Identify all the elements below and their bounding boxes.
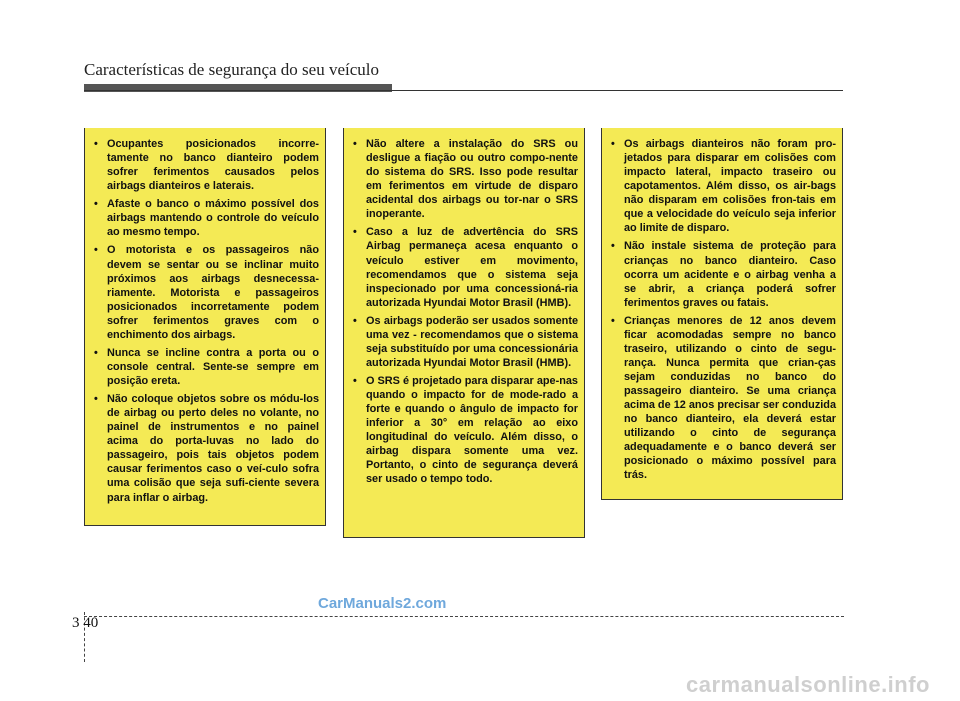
list-item: • O SRS é projetado para disparar ape-nas quando o impacto for de mode-rado a forte e quando o ângulo de impacto for inferior a 30° em relação ao eixo longitudinal do veículo. Além disso, o airbag dispara somente uma vez. Portanto, o cinto de segurança deverá ser usado o tempo todo.	[350, 374, 578, 487]
list-item: • Afaste o banco o máximo possível dos airbags mantendo o controle do veículo ao mesmo tempo.	[91, 197, 319, 239]
list-item: • O motorista e os passageiros não devem se sentar ou se inclinar muito próximos aos airbags desnecessa-riamente. Motorista e passageiros posicionados incorretamente podem sofrer ferimentos graves com o enchimento dos airbags.	[91, 243, 319, 341]
list-item: • Caso a luz de advertência do SRS Airbag permaneça acesa enquanto o veículo estiver em movimento, recomendamos que o sistema seja inspecionado por uma concessioná-ria autorizada Hyundai Motor Brasil (HMB).	[350, 225, 578, 309]
list-item: • Não altere a instalação do SRS ou desligue a fiação ou outro compo-nente do sistema do SRS. Isso pode resultar em ferimentos em virtude de disparo acidental dos airbags ou tor-nar o SRS inoperante.	[350, 137, 578, 221]
list-item: • Os airbags poderão ser usados somente uma vez - recomendamos que o sistema seja substituído por uma concessionária autorizada Hyundai Motor Brasil (HMB).	[350, 314, 578, 370]
list-item: • Crianças menores de 12 anos devem ficar acomodadas sempre no banco traseiro, utilizando o cinto de segu-rança. Nunca permita que crian-ças sejam conduzidas no banco do passageiro dianteiro. Se uma criança acima de 12 anos precisar ser conduzida no banco dianteiro, ela deverá estar utilizando o cinto de segurança adequadamente e o banco deverá ser posicionado o máximo possível para trás.	[608, 314, 836, 483]
list-item: • Ocupantes posicionados incorre-tamente no banco dianteiro podem sofrer ferimentos causados pelos airbags dianteiros e laterais.	[91, 137, 319, 193]
watermark-footer: carmanualsonline.info	[686, 672, 930, 697]
page-number: 3 40	[72, 615, 99, 631]
list-item: • Não coloque objetos sobre os módu-los de airbag ou perto deles no volante, no painel de instrumentos e no painel acima do porta-luvas no lado do passageiro, pois tais objetos podem causar ferimentos caso o veí-culo sofra uma colisão que seja sufi-ciente severa para inflar o airbag.	[91, 392, 319, 505]
page-guide-horizontal	[84, 616, 844, 617]
warning-column-3	[601, 128, 843, 500]
watermark-link[interactable]: CarManuals2.com	[318, 595, 447, 612]
list-item: • Nunca se incline contra a porta ou o console central. Sente-se sempre em posição ereta.	[91, 346, 319, 388]
header-divider	[84, 90, 843, 91]
list-item: • Os airbags dianteiros não foram pro-jetados para disparar em colisões com impacto lateral, impacto traseiro ou capotamentos. Além disso, os air-bags não disparam em colisões fron-tais em que a velocidade do veículo seja inferior ao limite de disparo.	[608, 137, 836, 235]
list-item: • Não instale sistema de proteção para crianças no banco dianteiro. Caso ocorra um acidente e o airbag venha a se abrir, a criança poderá sofrer ferimentos graves ou fatais.	[608, 239, 836, 309]
page-title: Características de segurança do seu veículo	[84, 60, 380, 79]
warning-column-1	[84, 128, 326, 526]
warning-column-2	[343, 128, 585, 538]
